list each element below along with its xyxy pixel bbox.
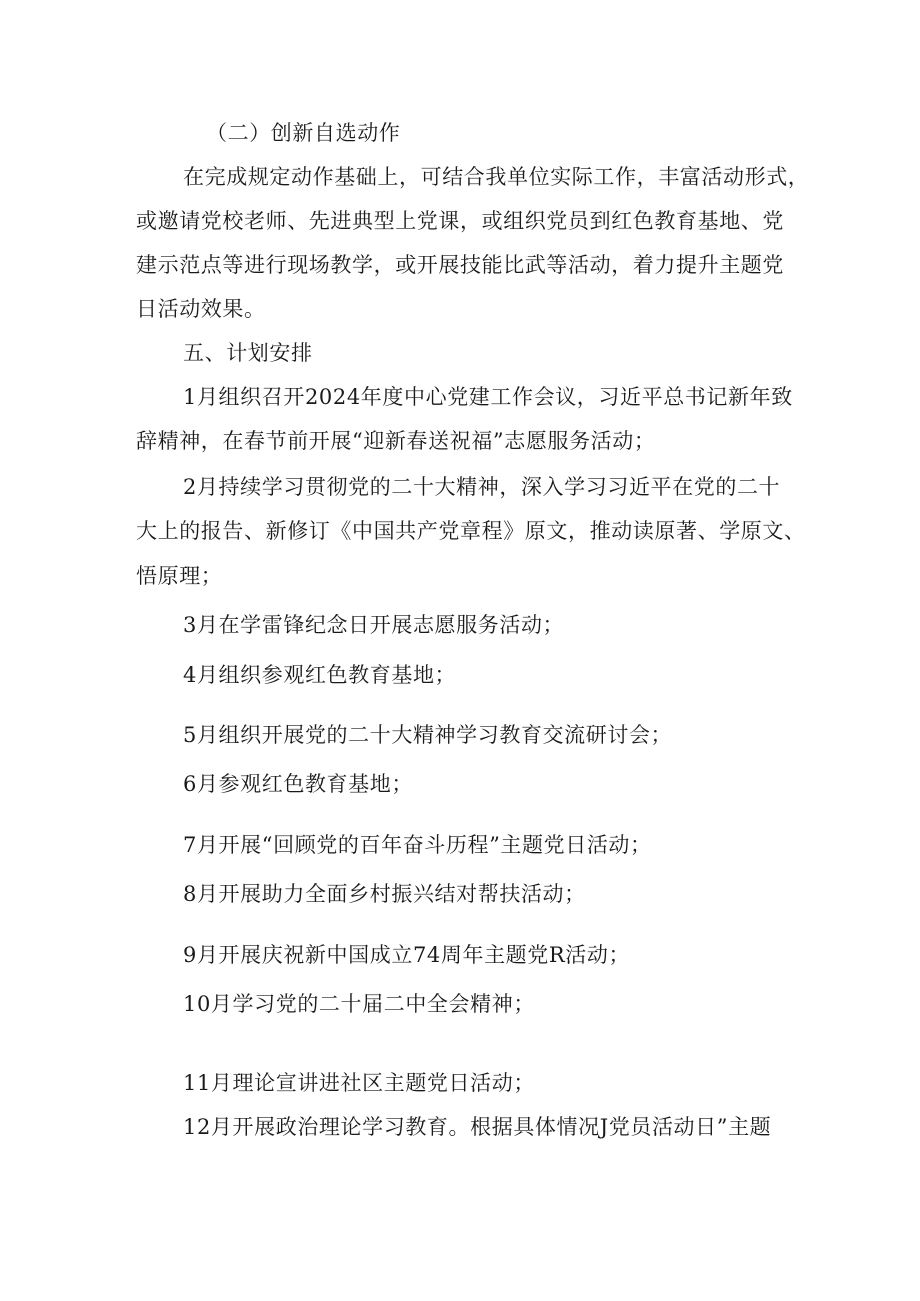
plan-item-january-cont: 辞精神，在春节前开展“迎新春送祝福”志愿服务活动； bbox=[136, 429, 656, 453]
plan-item-february: 2月持续学习贯彻党的二十大精神，深入学习习近平在党的二十 bbox=[183, 475, 781, 499]
plan-item-february-cont: 悟原理； bbox=[136, 564, 223, 588]
plan-item-february-cont: 大上的报告、新修订《中国共产党章程》原文，推动读原著、学原文、 bbox=[136, 519, 806, 543]
plan-item-september: 9月开展庆祝新中国成立74周年主题党R活动； bbox=[183, 943, 631, 967]
section-heading-plan: 五、计划安排 bbox=[183, 341, 313, 365]
plan-item-october: 10月学习党的二十届二中全会精神； bbox=[183, 992, 535, 1016]
plan-item-june: 6月参观红色教育基地； bbox=[183, 772, 413, 796]
paragraph-line: 或邀请党校老师、先进典型上党课，或组织党员到红色教育基地、党 bbox=[136, 209, 784, 233]
plan-item-august: 8月开展助力全面乡村振兴结对帮扶活动； bbox=[183, 882, 586, 906]
paragraph-line: 日活动效果。 bbox=[136, 297, 266, 321]
plan-item-december: 12月开展政治理论学习教育。根据具体情况J党员活动日”主题 bbox=[183, 1115, 772, 1139]
plan-item-november: 11月理论宣讲进社区主题党日活动； bbox=[183, 1071, 535, 1095]
plan-item-april: 4月组织参观红色教育基地； bbox=[183, 663, 457, 687]
plan-item-january: 1月组织召开2024年度中心党建工作会议，习近平总书记新年致 bbox=[183, 385, 793, 409]
section-heading-innovation: （二）创新自选动作 bbox=[206, 121, 401, 145]
paragraph-line: 在完成规定动作基础上，可结合我单位实际工作，丰富活动形式， bbox=[183, 165, 810, 189]
paragraph-line: 建示范点等进行现场教学，或开展技能比武等活动，着力提升主题党 bbox=[136, 253, 784, 277]
plan-item-may: 5月组织开展党的二十大精神学习教育交流研讨会； bbox=[183, 723, 673, 747]
plan-item-july: 7月开展“回顾党的百年奋斗历程”主题党日活动； bbox=[183, 833, 652, 857]
plan-item-march: 3月在学雷锋纪念日开展志愿服务活动； bbox=[183, 613, 565, 637]
